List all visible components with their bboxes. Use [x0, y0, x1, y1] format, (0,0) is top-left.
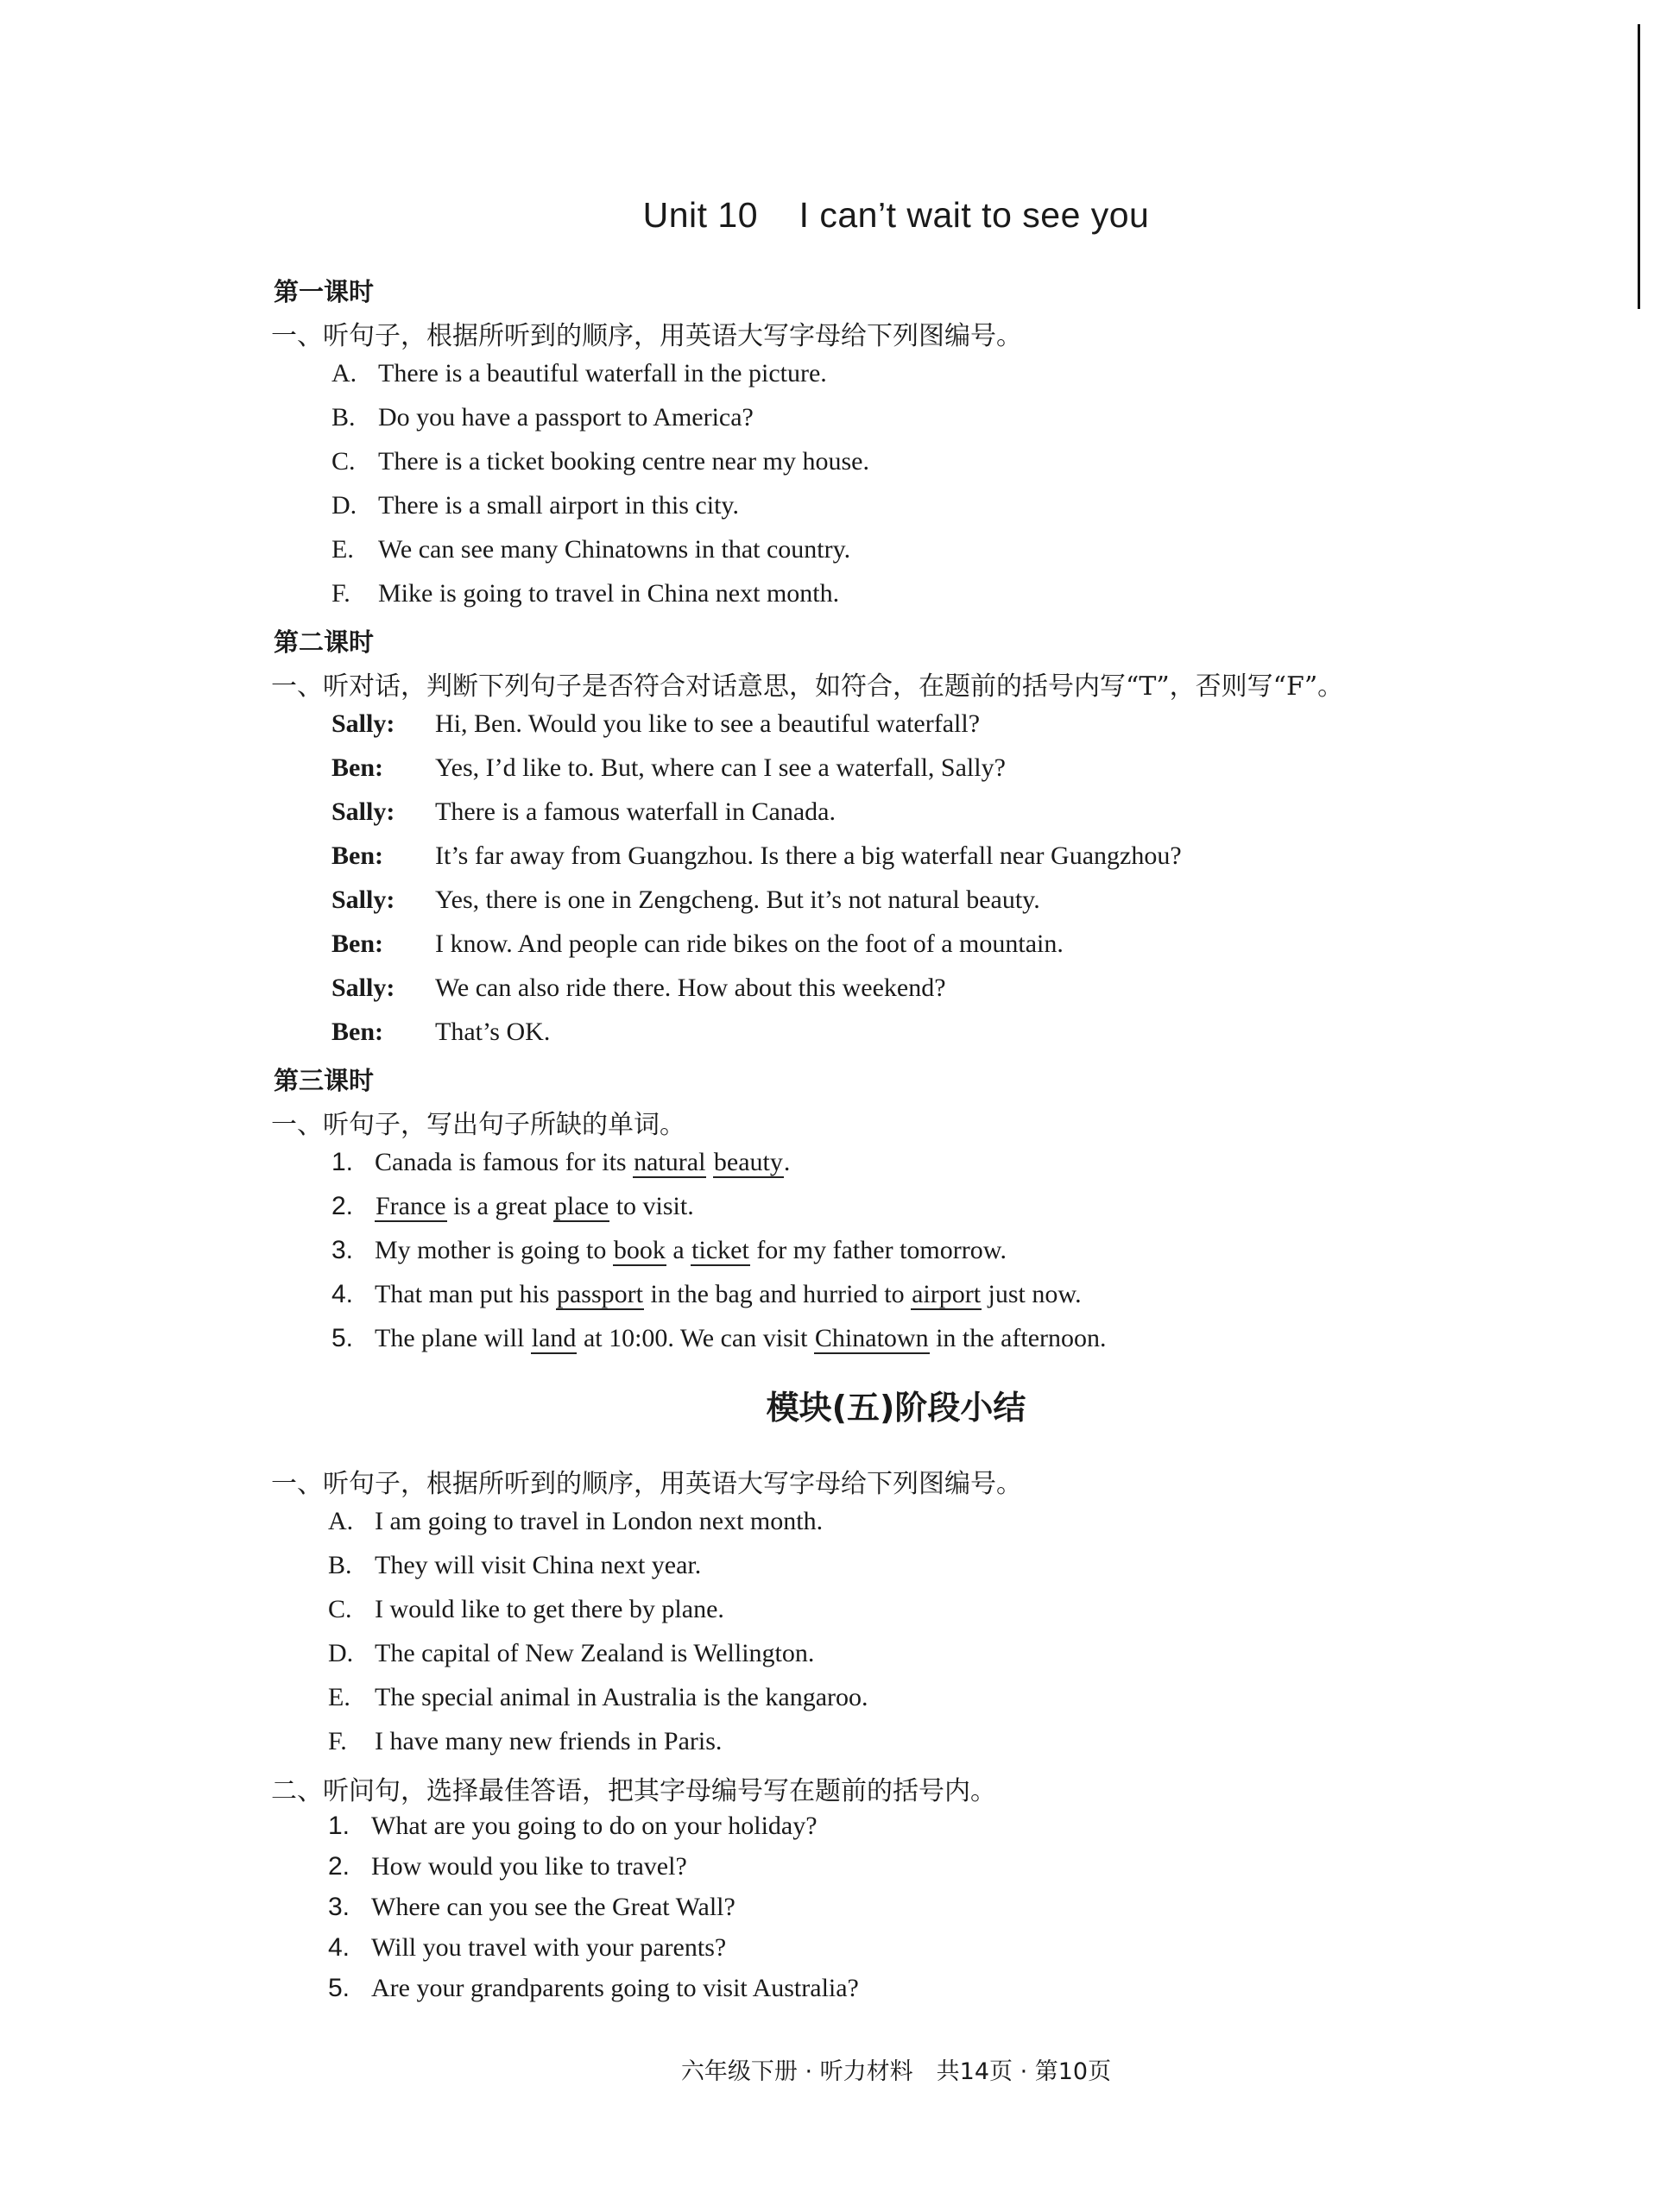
- module-part2-instruction: 二、听问句，选择最佳答语，把其字母编号写在题前的括号内。: [271, 1776, 996, 1806]
- item-text: There is a ticket booking centre near my house.: [378, 447, 869, 476]
- lesson3-item-5: [331, 1324, 1107, 1354]
- module-item-b: [328, 1551, 701, 1580]
- speaker: Ben:: [331, 841, 383, 870]
- text-part: The plane will: [375, 1324, 531, 1352]
- item-label: D.: [331, 491, 357, 520]
- item-text: They will visit China next year.: [375, 1551, 702, 1579]
- answer-blank: Chinatown: [814, 1324, 929, 1352]
- answer-blank: France: [376, 1192, 446, 1220]
- answer-blank: natural: [634, 1148, 706, 1176]
- item-label: C.: [331, 447, 356, 476]
- lesson1-item-b: [331, 403, 754, 432]
- dialogue-line: [331, 709, 980, 739]
- item-text: I would like to get there by plane.: [375, 1595, 724, 1623]
- dialogue-line: [331, 1018, 550, 1047]
- lesson1-item-a: [331, 359, 827, 388]
- item-text: What are you going to do on your holiday?: [371, 1812, 818, 1840]
- module-item-e: [328, 1683, 868, 1712]
- answer-blank: passport: [556, 1280, 643, 1308]
- page-footer: 六年级下册 · 听力材料 共14页 · 第10页: [680, 2058, 1112, 2085]
- item-label: A.: [331, 359, 357, 388]
- item-text: Will you travel with your parents?: [371, 1933, 727, 1962]
- answer-blank: land: [531, 1324, 577, 1352]
- module-part1-instruction: 一、听句子，根据所听到的顺序，用英语大写字母给下列图编号。: [271, 1469, 1022, 1499]
- item-label: A.: [328, 1507, 354, 1535]
- answer-blank: airport: [912, 1280, 982, 1308]
- dialogue-line: [331, 885, 1040, 915]
- item-number: 1.: [331, 1148, 354, 1176]
- item-number: 1.: [328, 1812, 350, 1840]
- dialogue-text: There is a famous waterfall in Canada.: [435, 797, 836, 826]
- module-item-c: [328, 1595, 724, 1624]
- item-text: We can see many Chinatowns in that country.: [378, 535, 851, 564]
- text-part: in the afternoon.: [929, 1324, 1107, 1352]
- answer-blank: ticket: [691, 1236, 749, 1264]
- item-text: Mike is going to travel in China next month.: [378, 579, 840, 608]
- lesson1-item-d: [331, 491, 739, 520]
- text-part: at 10:00. We can visit: [577, 1324, 814, 1352]
- item-number: 5.: [331, 1324, 354, 1352]
- item-text: I am going to travel in London next month.: [375, 1507, 824, 1535]
- item-text: The capital of New Zealand is Wellington.: [375, 1639, 815, 1667]
- module-item-f: [328, 1727, 722, 1756]
- module-item-a: [328, 1507, 823, 1536]
- item-number: 5.: [328, 1974, 350, 2002]
- lesson1-item-f: [331, 579, 839, 608]
- text-part: is a great: [446, 1192, 553, 1220]
- item-number: 3.: [331, 1236, 354, 1264]
- module-title: 模块(五)阶段小结: [766, 1389, 1026, 1427]
- lesson3-item-4: [331, 1280, 1082, 1310]
- lesson3-item-2: [331, 1192, 694, 1222]
- item-text: Do you have a passport to America?: [378, 403, 754, 432]
- dialogue-text: We can also ride there. How about this weekend?: [435, 974, 946, 1002]
- speaker: Sally:: [331, 885, 395, 914]
- unit-title: Unit 10 I can’t wait to see you: [642, 195, 1150, 235]
- scan-edge-line: [1638, 24, 1640, 309]
- dialogue-line: [331, 797, 836, 827]
- speaker: Sally:: [331, 709, 395, 738]
- speaker: Ben:: [331, 930, 383, 958]
- lesson1-heading: 第一课时: [274, 277, 375, 306]
- item-number: 3.: [328, 1893, 350, 1921]
- lesson2-instruction: 一、听对话，判断下列句子是否符合对话意思，如符合，在题前的括号内写“T”，否则写“F”。: [271, 671, 1344, 702]
- item-text: How would you like to travel?: [371, 1852, 687, 1881]
- lesson1-item-e: [331, 535, 850, 564]
- module-question-3: [328, 1893, 735, 1922]
- item-label: E.: [331, 535, 354, 564]
- module-question-5: [328, 1974, 859, 2003]
- speaker: Ben:: [331, 753, 383, 782]
- text-part: just now.: [982, 1280, 1082, 1308]
- dialogue-line: [331, 930, 1064, 959]
- item-number: 4.: [331, 1280, 354, 1308]
- lesson1-item-c: [331, 447, 869, 476]
- item-label: F.: [331, 579, 350, 608]
- item-label: B.: [331, 403, 356, 432]
- lesson3-instruction: 一、听句子，写出句子所缺的单词。: [271, 1110, 685, 1140]
- text-part: [706, 1148, 713, 1176]
- item-text: Are your grandparents going to visit Australia?: [371, 1974, 859, 2002]
- item-label: E.: [328, 1683, 350, 1711]
- lesson2-heading: 第二课时: [274, 627, 375, 657]
- item-number: 4.: [328, 1933, 350, 1962]
- dialogue-line: [331, 753, 1006, 783]
- module-question-2: [328, 1852, 687, 1881]
- speaker: Sally:: [331, 797, 395, 826]
- text-part: to visit.: [609, 1192, 694, 1220]
- dialogue-text: It’s far away from Guangzhou. Is there a big waterfall near Guangzhou?: [435, 841, 1182, 870]
- dialogue-line: [331, 974, 946, 1003]
- text-part: That man put his: [375, 1280, 556, 1308]
- dialogue-text: Hi, Ben. Would you like to see a beautiful waterfall?: [435, 709, 981, 738]
- text-part: My mother is going to: [375, 1236, 613, 1264]
- item-text: There is a small airport in this city.: [378, 491, 739, 520]
- item-label: C.: [328, 1595, 352, 1623]
- item-text: The special animal in Australia is the kangaroo.: [375, 1683, 868, 1711]
- lesson3-item-1: [331, 1148, 790, 1178]
- answer-blank: book: [613, 1236, 666, 1264]
- item-text: I have many new friends in Paris.: [375, 1727, 723, 1755]
- item-label: D.: [328, 1639, 354, 1667]
- item-text: Where can you see the Great Wall?: [371, 1893, 735, 1921]
- lesson3-heading: 第三课时: [274, 1066, 375, 1095]
- text-part: Canada is famous for its: [375, 1148, 634, 1176]
- lesson1-instruction: 一、听句子，根据所听到的顺序，用英语大写字母给下列图编号。: [271, 321, 1022, 351]
- text-part: .: [783, 1148, 791, 1176]
- dialogue-text: Yes, I’d like to. But, where can I see a waterfall, Sally?: [435, 753, 1006, 782]
- dialogue-text: I know. And people can ride bikes on the foot of a mountain.: [435, 930, 1064, 958]
- text-part: a: [666, 1236, 691, 1264]
- dialogue-text: Yes, there is one in Zengcheng. But it’s not natural beauty.: [435, 885, 1040, 914]
- module-question-1: [328, 1812, 818, 1841]
- item-text: There is a beautiful waterfall in the picture.: [378, 359, 827, 388]
- item-number: 2.: [331, 1192, 354, 1220]
- module-item-d: [328, 1639, 814, 1668]
- speaker: Sally:: [331, 974, 395, 1002]
- module-question-4: [328, 1933, 726, 1963]
- lesson3-item-3: [331, 1236, 1007, 1266]
- item-label: F.: [328, 1727, 347, 1755]
- dialogue-line: [331, 841, 1182, 871]
- dialogue-text: That’s OK.: [435, 1018, 551, 1046]
- text-part: for my father tomorrow.: [749, 1236, 1007, 1264]
- text-part: in the bag and hurried to: [643, 1280, 912, 1308]
- item-number: 2.: [328, 1852, 350, 1881]
- answer-blank: place: [553, 1192, 609, 1220]
- answer-blank: beauty: [713, 1148, 783, 1176]
- item-label: B.: [328, 1551, 352, 1579]
- speaker: Ben:: [331, 1018, 383, 1046]
